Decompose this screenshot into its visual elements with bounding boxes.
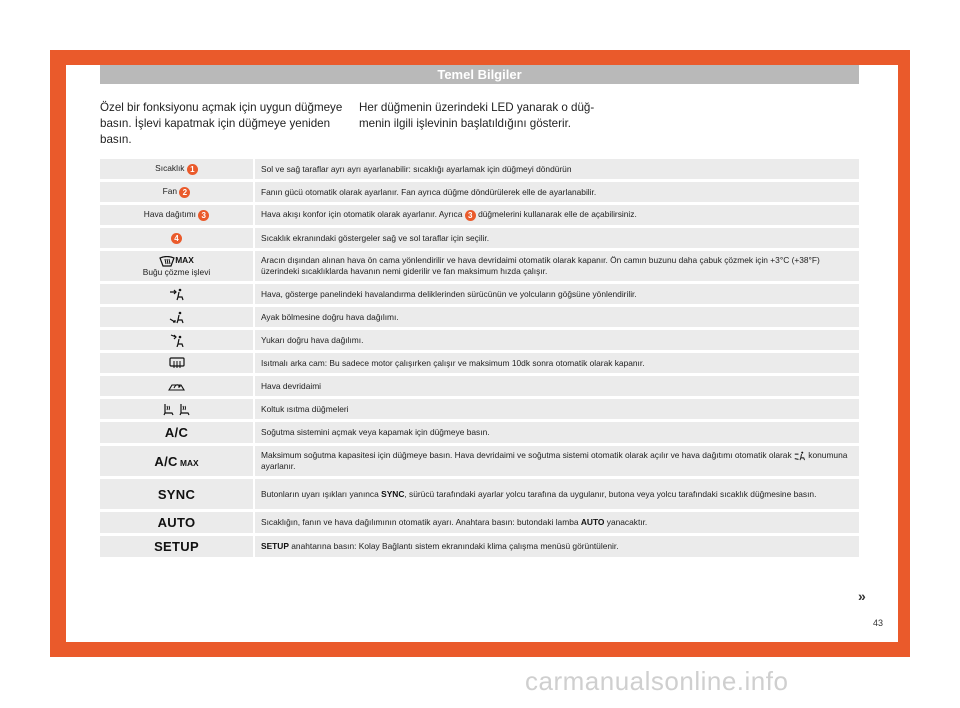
rear-defrost-icon bbox=[169, 357, 185, 369]
auto-inline: AUTO bbox=[580, 517, 605, 527]
row-description: Yukarı doğru hava dağılımı. bbox=[255, 330, 859, 350]
row-label bbox=[100, 205, 255, 225]
row-description: Sol ve sağ taraflar ayrı ayrı ayarlanabilir: sıcaklığı ayarlamak için düğmeyi döndürün bbox=[255, 159, 859, 179]
row-label bbox=[100, 353, 255, 373]
table-row bbox=[100, 307, 859, 327]
label-text: Buğu çözme işlevi bbox=[142, 266, 211, 277]
table-row bbox=[100, 422, 859, 443]
max-label: MAX bbox=[175, 255, 194, 266]
seat-heating-icon bbox=[162, 403, 192, 416]
table-row bbox=[100, 205, 859, 225]
row-description: Isıtmalı arka cam: Bu sadece motor çalışırken çalışır ve maksimum 10dk sonra otomatik olarak kapanır. bbox=[255, 353, 859, 373]
table-row bbox=[100, 159, 859, 179]
row-description bbox=[255, 479, 859, 509]
row-label bbox=[100, 182, 255, 202]
row-description bbox=[255, 512, 859, 533]
desc-part: , sürücü tarafındaki ayarlar yolcu tarafına da uygulanır, butona veya yolcu tarafındaki sıcaklık düğmesine basın. bbox=[404, 488, 817, 499]
table-row bbox=[100, 251, 859, 281]
row-label bbox=[100, 159, 255, 179]
row-description: Ayak bölmesine doğru hava dağılımı. bbox=[255, 307, 859, 327]
vent-foot-icon bbox=[169, 311, 185, 324]
row-description: Hava, gösterge panelindeki havalandırma deliklerinden sürücünün ve yolcuların göğsüne yönlendirilir. bbox=[255, 284, 859, 304]
page-number: 43 bbox=[873, 618, 884, 628]
callout-number: 4 bbox=[171, 233, 182, 244]
row-label bbox=[100, 307, 255, 327]
auto-label: AUTO bbox=[157, 515, 196, 530]
section-title: Temel Bilgiler bbox=[100, 65, 859, 84]
recirculation-icon bbox=[168, 381, 186, 392]
ac-label: A/C bbox=[154, 453, 178, 469]
table-row bbox=[100, 512, 859, 533]
row-label bbox=[100, 422, 255, 443]
row-label bbox=[100, 376, 255, 396]
row-description: Soğutma sistemini açmak veya kapamak için düğmeye basın. bbox=[255, 422, 859, 443]
row-description: Sıcaklık ekranındaki göstergeler sağ ve sol taraflar için seçilir. bbox=[255, 228, 859, 248]
row-description: Koltuk ısıtma düğmeleri bbox=[255, 399, 859, 419]
max-label: MAX bbox=[180, 457, 199, 468]
ac-label: A/C bbox=[164, 425, 189, 440]
continued-marker: » bbox=[858, 588, 866, 604]
row-label bbox=[100, 512, 255, 533]
callout-number: 3 bbox=[465, 210, 476, 221]
desc-part: Hava akışı konfor için otomatik olarak ayarlanır. Ayrıca bbox=[261, 209, 463, 220]
row-description: Fanın gücü otomatik olarak ayarlanır. Fan ayrıca düğme döndürülerek elle de ayarlanabilir. bbox=[255, 182, 859, 202]
table-row bbox=[100, 446, 859, 476]
row-label bbox=[100, 330, 255, 350]
vent-chest-foot-icon bbox=[794, 451, 806, 461]
table-row bbox=[100, 284, 859, 304]
desc-part: yanacaktır. bbox=[606, 517, 648, 527]
row-label bbox=[100, 479, 255, 509]
table-row bbox=[100, 536, 859, 557]
controls-table bbox=[100, 156, 859, 560]
table-row bbox=[100, 353, 859, 373]
row-description bbox=[255, 205, 859, 225]
row-label bbox=[100, 399, 255, 419]
table-row bbox=[100, 399, 859, 419]
label-text: Fan bbox=[162, 186, 178, 197]
callout-number: 1 bbox=[187, 164, 198, 175]
table-row bbox=[100, 376, 859, 396]
desc-part: Butonların uyarı ışıkları yanınca bbox=[261, 488, 379, 499]
intro-left-text: Özel bir fonksiyonu açmak için uygun düğmeye basın. İşlevi kapatmak için düğmeye yeniden basın. bbox=[100, 101, 343, 146]
table-row bbox=[100, 228, 859, 248]
vent-chest-icon bbox=[169, 288, 185, 301]
table-row bbox=[100, 479, 859, 509]
table-row bbox=[100, 182, 859, 202]
row-description: Hava devridaimi bbox=[255, 376, 859, 396]
sync-label: SYNC bbox=[157, 486, 196, 502]
setup-inline: SETUP bbox=[261, 541, 289, 551]
setup-label: SETUP bbox=[154, 539, 199, 554]
label-text: Hava dağıtımı bbox=[143, 209, 196, 220]
desc-part: Sıcaklığın, fanın ve hava dağılımının otomatik ayarı. Anahtara basın: butondaki lamba bbox=[261, 517, 579, 527]
callout-number: 2 bbox=[179, 187, 190, 198]
row-label bbox=[100, 228, 255, 248]
row-label bbox=[100, 536, 255, 557]
callout-number: 3 bbox=[198, 210, 209, 221]
row-label bbox=[100, 446, 255, 476]
watermark: carmanualsonline.info bbox=[525, 666, 789, 696]
desc-part: anahtarına basın: Kolay Bağlantı sistem ekranındaki klima çalışma menüsü görüntülenir. bbox=[291, 541, 619, 551]
desc-part: konumuna ayarlanır. bbox=[261, 450, 848, 471]
sync-inline: SYNC bbox=[381, 488, 405, 499]
row-description: Aracın dışından alınan hava ön cama yönlendirilir ve hava devridaimi otomatik olarak kapanır. Ön camın buzunu daha çabuk çözmek için +3°C (+38°F) üzerindeki sıcaklıklarda havanın nemi giderilir ve fan maksimum hızda çalışır. bbox=[255, 251, 859, 281]
defrost-max-icon bbox=[159, 256, 175, 267]
intro-right-text: Her düğmenin üzerindeki LED yanarak o düğmenin ilgili işlevinin başlatıldığını gösterir. bbox=[359, 101, 595, 130]
row-label bbox=[100, 251, 255, 281]
desc-part: düğmelerini kullanarak elle de açabilirsiniz. bbox=[478, 209, 637, 220]
row-description bbox=[255, 446, 859, 476]
label-text: Sıcaklık bbox=[155, 163, 185, 174]
table-row bbox=[100, 330, 859, 350]
row-description bbox=[255, 536, 859, 557]
row-label bbox=[100, 284, 255, 304]
vent-up-icon bbox=[169, 334, 185, 347]
desc-part: Maksimum soğutma kapasitesi için düğmeye basın. Hava devridaimi ve soğutma sistemi otomatik olarak açılır ve hava dağıtımı otomatik olarak bbox=[261, 450, 792, 460]
